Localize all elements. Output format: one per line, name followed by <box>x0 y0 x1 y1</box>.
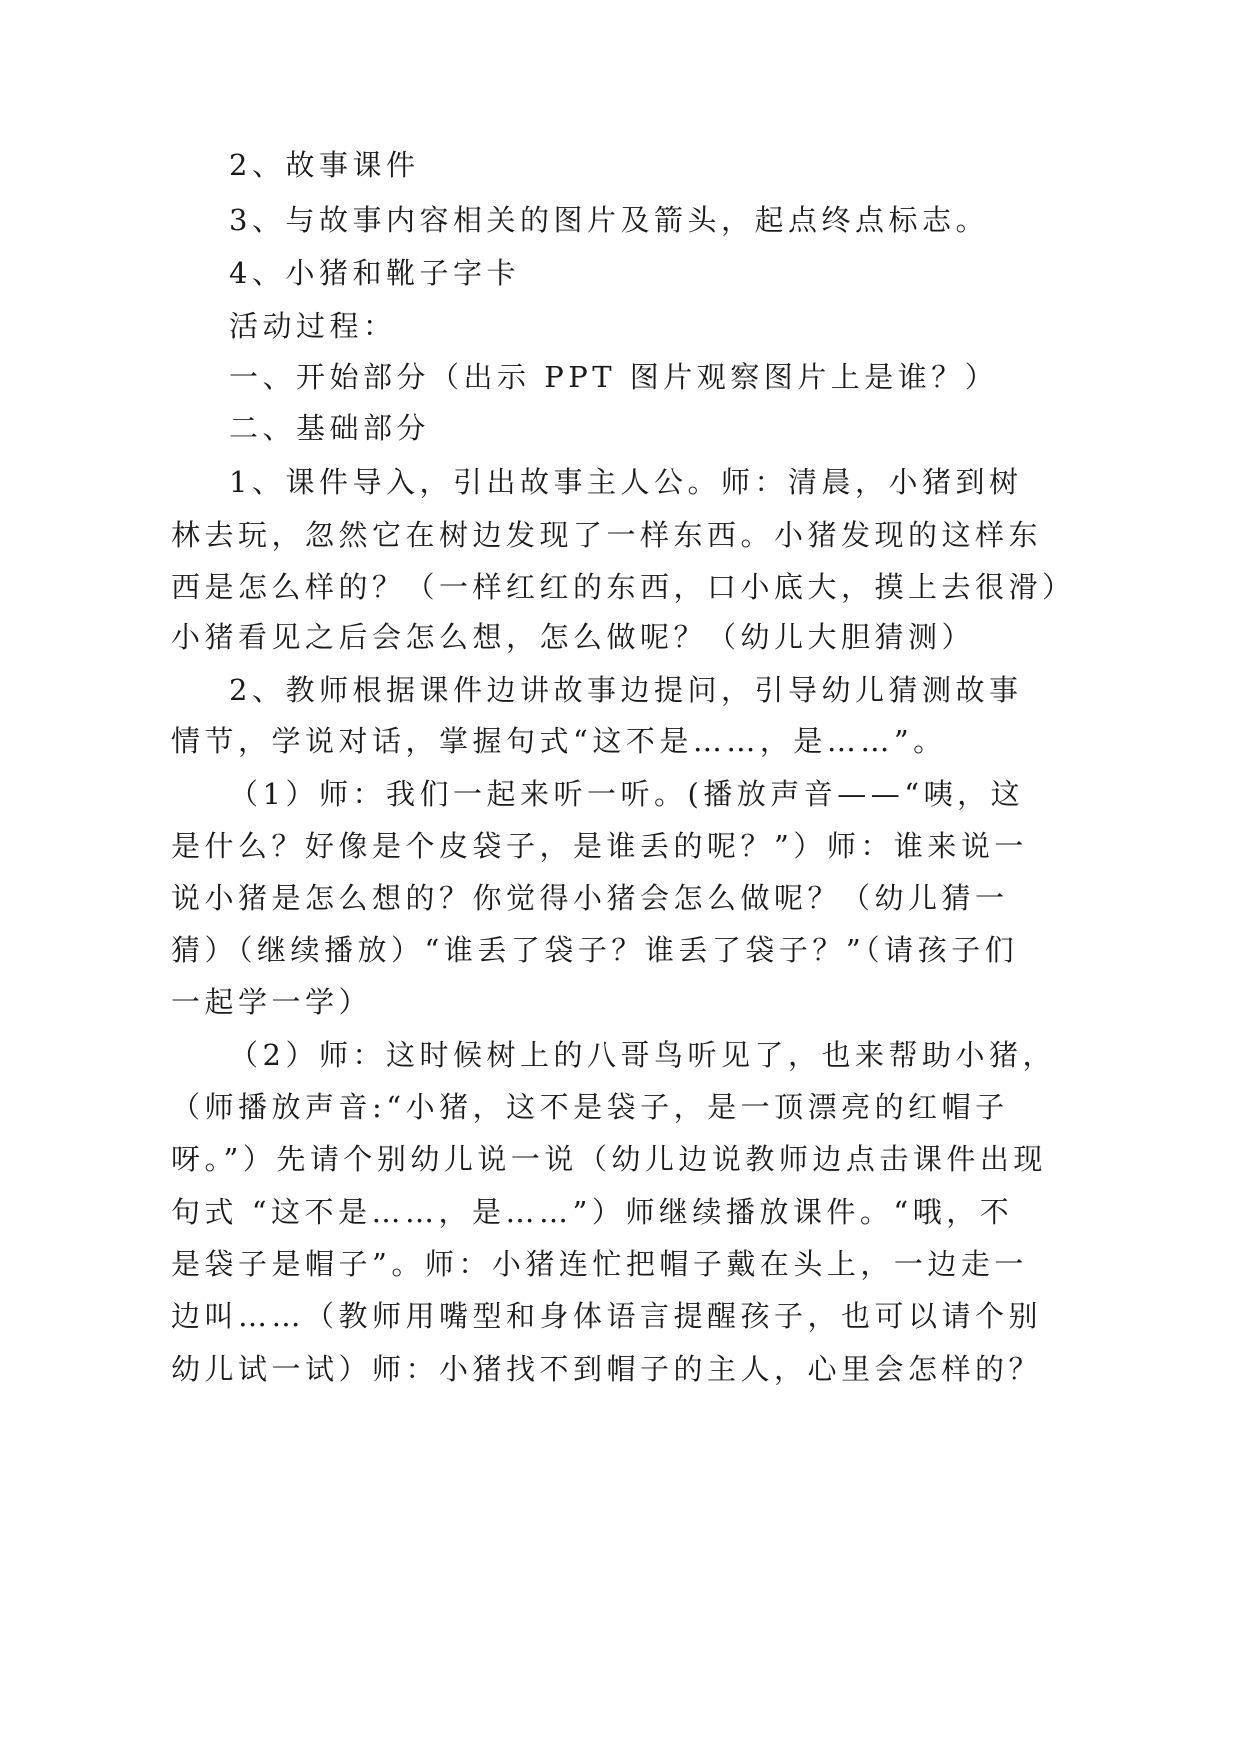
list-item-materials-2: 2、故事课件 <box>229 148 420 182</box>
paragraph-line: 说小猪是怎么想的？你觉得小猪会怎么做呢？（幼儿猜一 <box>171 881 1009 915</box>
paragraph-line: 是袋子是帽子”。师：小猪连忙把帽子戴在头上，一边走一 <box>171 1247 1028 1281</box>
paragraph-line: 边叫……（教师用嘴型和身体语言提醒孩子，也可以请个别 <box>171 1299 1043 1333</box>
section-heading-basic: 二、基础部分 <box>229 411 431 445</box>
paragraph-line: 2、教师根据课件边讲故事边提问，引导幼儿猜测故事 <box>229 673 1023 707</box>
paragraph-line: 小猪看见之后会怎么想，怎么做呢？（幼儿大胆猜测） <box>171 620 976 654</box>
section-heading-activity-process: 活动过程： <box>229 309 397 343</box>
paragraph-line: 呀。”）先请个别幼儿说一说（幼儿边说教师边点击课件出现 <box>171 1142 1047 1176</box>
paragraph-line: 林去玩，忽然它在树边发现了一样东西。小猪发现的这样东 <box>171 518 1043 552</box>
paragraph-line: 幼儿试一试）师：小猪找不到帽子的主人，心里会怎样的？ <box>171 1352 1043 1386</box>
list-item-materials-3: 3、与故事内容相关的图片及箭头，起点终点标志。 <box>229 203 989 237</box>
paragraph-line: 一起学一学） <box>171 985 373 1019</box>
paragraph-line: 猜）（继续播放）“谁丢了袋子？谁丢了袋子？”（请孩子们 <box>171 933 1019 967</box>
paragraph-line: 1、课件导入，引出故事主人公。师：清晨，小猪到树 <box>229 465 1023 499</box>
paragraph-line: 西是怎么样的？（一样红红的东西，口小底大，摸上去很滑） <box>171 570 1076 604</box>
section-heading-opening: 一、开始部分（出示 PPT 图片观察图片上是谁？） <box>229 360 999 394</box>
list-item-materials-4: 4、小猪和靴子字卡 <box>229 256 520 290</box>
paragraph-line: 情节，学说对话，掌握句式“这不是……，是……”。 <box>171 724 947 758</box>
paragraph-line: （师播放声音:“小猪，这不是袋子，是一顶漂亮的红帽子 <box>171 1090 1009 1124</box>
paragraph-line: （1）师：我们一起来听一听。(播放声音——“咦，这 <box>229 777 1025 811</box>
paragraph-line: 句式 “这不是……，是……”）师继续播放课件。“哦，不 <box>171 1195 1014 1229</box>
paragraph-line: 是什么？好像是个皮袋子，是谁丢的呢？”）师：谁来说一 <box>171 829 1028 863</box>
paragraph-line: （2）师：这时候树上的八哥鸟听见了，也来帮助小猪， <box>229 1038 1056 1072</box>
